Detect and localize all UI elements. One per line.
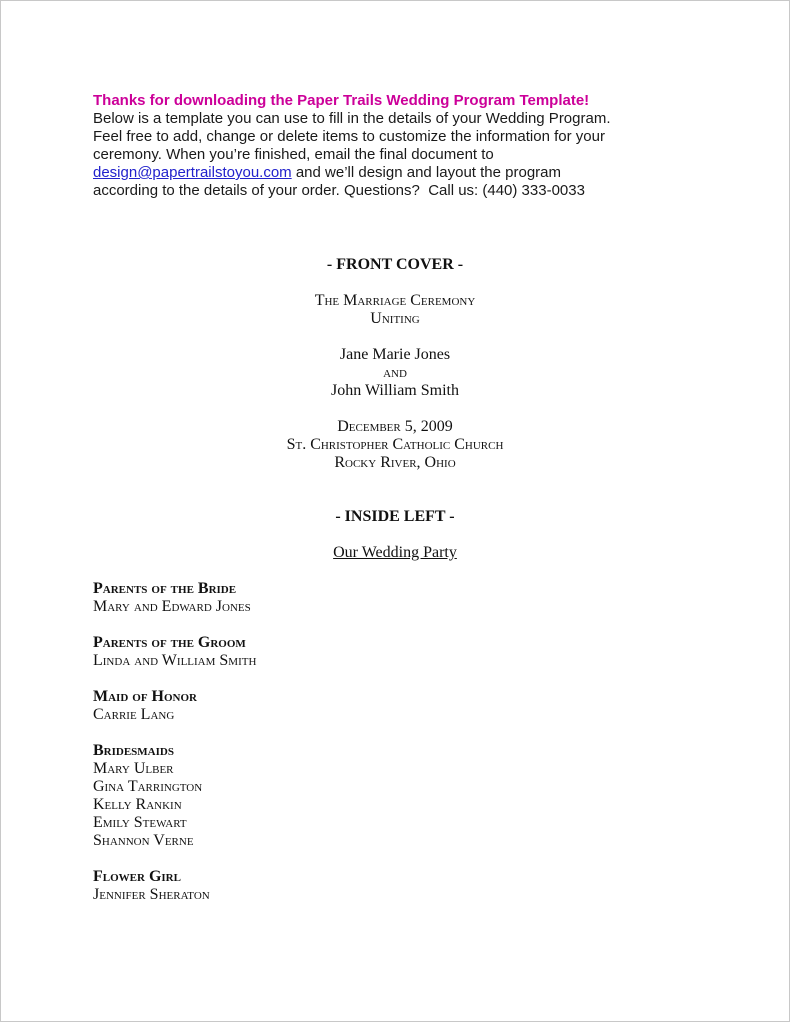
member-name: Mary and Edward Jones [93, 598, 251, 615]
member-name: Emily Stewart [93, 814, 187, 831]
party-group-parents-bride [93, 580, 697, 616]
intro-line: according to the details of your order. Questions? Call us: (440) 333-0033 [93, 182, 585, 199]
wedding-date: December 5, 2009 [337, 418, 453, 435]
intro-line: ceremony. When you’re finished, email the final document to [93, 146, 494, 163]
member-name: Carrie Lang [93, 706, 175, 723]
intro-line-after-link: and we’ll design and layout the program [291, 164, 562, 181]
ceremony-subtitle: Uniting [370, 310, 420, 327]
intro-line-with-link [93, 164, 697, 182]
member-name: Kelly Rankin [93, 796, 182, 813]
section-label-front-cover: - FRONT COVER - [326, 256, 464, 273]
intro-line: Below is a template you can use to fill in the details of your Wedding Program. [93, 110, 611, 127]
groom-name: John William Smith [331, 382, 459, 399]
intro-heading: Thanks for downloading the Paper Trails Wedding Program Template! [93, 92, 590, 109]
venue-name: St. Christopher Catholic Church [286, 436, 504, 453]
email-link[interactable]: design@papertrailstoyou.com [93, 164, 292, 181]
member-name: Jennifer Sheraton [93, 886, 210, 903]
section-label-inside-left: - INSIDE LEFT - [335, 508, 455, 525]
member-name: Mary Ulber [93, 760, 174, 777]
group-title: Maid of Honor [93, 688, 197, 705]
party-group-parents-groom [93, 634, 697, 670]
ceremony-title: The Marriage Ceremony [314, 292, 476, 309]
conjunction: and [383, 364, 407, 381]
party-group-flower-girl [93, 868, 697, 904]
wedding-party-heading: Our Wedding Party [333, 544, 457, 561]
party-group-maid-of-honor [93, 688, 697, 724]
member-name: Shannon Verne [93, 832, 194, 849]
member-name: Linda and William Smith [93, 652, 257, 669]
intro-line: Feel free to add, change or delete items to customize the information for your [93, 128, 605, 145]
member-name: Gina Tarrington [93, 778, 203, 795]
group-title: Flower Girl [93, 868, 181, 885]
group-title: Parents of the Groom [93, 634, 246, 651]
venue-location: Rocky River, Ohio [334, 454, 456, 471]
bride-name: Jane Marie Jones [339, 346, 451, 363]
group-title: Bridesmaids [93, 742, 174, 759]
group-title: Parents of the Bride [93, 580, 237, 597]
party-group-bridesmaids [93, 742, 697, 850]
